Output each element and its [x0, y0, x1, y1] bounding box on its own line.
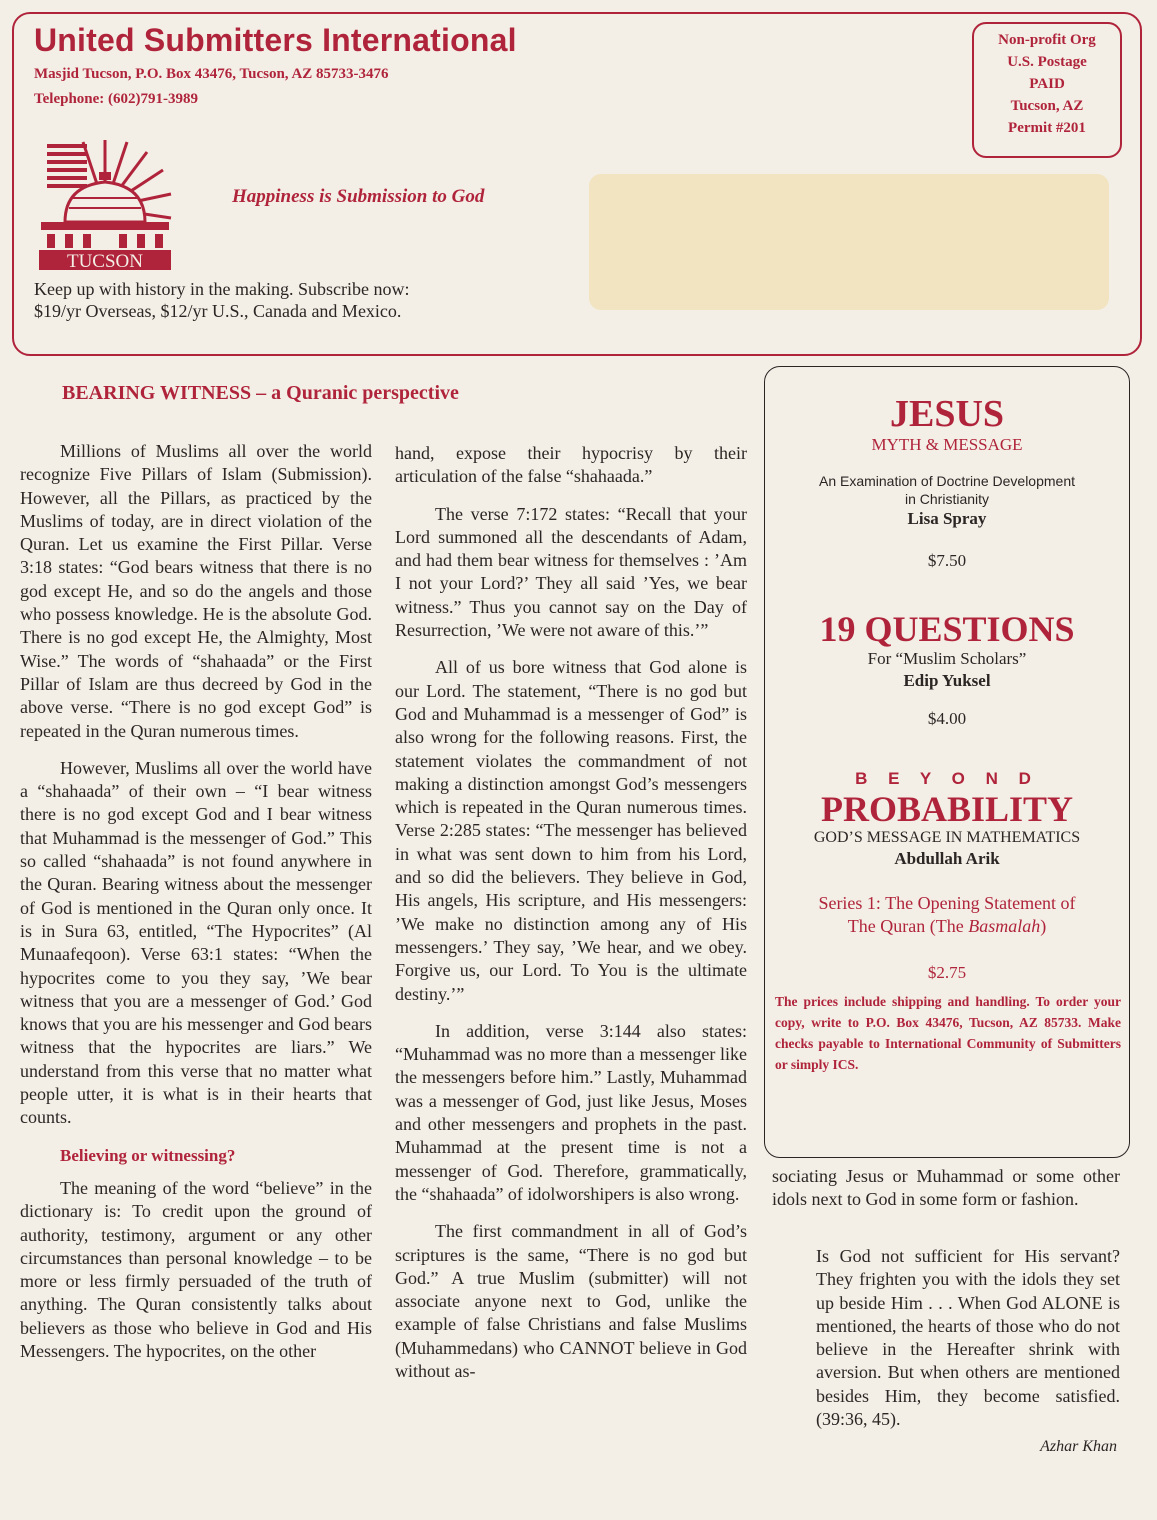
order-info: The prices include shipping and handling. To order your copy, write to P.O. Box 43476, Tucson, AZ 85733. Make checks payable to International Community of Submitters or simply ICS.: [775, 994, 1121, 1072]
subscribe-notice: [34, 278, 409, 322]
quran-quote: Is God not sufficient for His servant? They frighten you with the idols they set up beside Him . . . When God ALONE is mentioned, the hearts of those who do not believe in the Hereafter shrink with aversion. But when others are mentioned besides Him, they become satisfied. (39:36, 45).: [816, 1246, 1120, 1430]
book3-title: PROBABILITY: [820, 789, 1074, 829]
article-paragraph: In addition, verse 3:144 also states: “Muhammad was no more than a messenger like the messengers before him.” Lastly, Muhammad was a messenger of God, just like Jesus, Moses and other messengers and prophets in the past. Muhammad at the present time is not a messenger of God. Therefore, grammatically, the “shahaada” of idolworshipers is also wrong.: [395, 1020, 747, 1204]
tagline: Happiness is Submission to God: [232, 186, 485, 207]
masthead: [12, 12, 1142, 356]
article-paragraph: The first commandment in all of God’s scriptures is the same, “There is no god but God.” A true Muslim (submitter) will not associate anyone next to God, unlike the example of false Christians and false Muslims (Muhammedans) who CANNOT believe in God without as-: [395, 1221, 747, 1381]
subscribe-prices: $19/yr Overseas, $12/yr U.S., Canada and Mexico.: [34, 301, 402, 321]
article-paragraph: However, Muslims all over the world have a “shahaada” of their own – “I bear witness there is no god except God and I bear witness that Muhammad is the messenger of God.” This so called “shahaada” is not found anywhere in the Quran. Bearing witness about the messenger of God is mentioned in the Quran only once. It is in Sura 63, entitled, “The Hypocrites” (Al Munaafeqoon). Verse 63:1 states: “When the hypocrites come to you they say, ’We bear witness that you are a messenger of God.’ God knows that you are his messenger and God bears witness that the hypocrites are liars.” We understand from this verse that no matter what people utter, it is what is in their hearts that counts.: [20, 757, 372, 1128]
postage-line: Non-profit Org: [998, 32, 1096, 48]
book3-price: $2.75: [927, 963, 967, 982]
article-paragraph: All of us bore witness that God alone is our Lord. The statement, “There is no god but God and Muhammad is a messenger of God” is also wrong for the following reasons. First, the statement violates the commandment of not making a distinction amongst God’s messengers which is repeated in the Quran numerous times. Verse 2:285 states: “The messenger has believed in what was sent down to him from his Lord, and so did the believers. They believe in God, His angels, His scripture, and His messengers: ’We make no distinction among any of His messengers.’ They say, ’We hear, and we obey. Forgive us, our Lord. To You is the ultimate destiny.’”: [395, 657, 747, 1004]
org-address: Masjid Tucson, P.O. Box 43476, Tucson, AZ 85733-3476: [34, 66, 389, 82]
postage-line: Permit #201: [1008, 120, 1086, 136]
article-paragraph: hand, expose their hypocrisy by their articulation of the false “shahaada.”: [395, 443, 747, 487]
book3-subtitle: GOD’S MESSAGE IN MATHEMATICS: [813, 829, 1081, 846]
book-advertisement: [764, 366, 1130, 1158]
book2-price: $4.00: [927, 709, 967, 728]
mosque-logo-icon: [35, 138, 175, 270]
article-paragraph: Millions of Muslims all over the world recognize Five Pillars of Islam (Submission). However, all the Pillars, as practiced by the Muslims of today, are in direct violation of the Quran. Let us examine the First Pillar. Verse 3:18 states: “God bears witness that there is no god except He, and so do the angels and those who possess knowledge. He is the absolute God. There is no god except He, the Almighty, Most Wise.” The words of “shahaada” or the First Pillar of Islam are thus decreed by God in the above verse. “There is no god except God” is repeated in the Quran numerous times.: [20, 441, 372, 741]
article-column-2: [395, 442, 747, 1383]
postage-box: [972, 22, 1122, 158]
book2-subtitle: For “Muslim Scholars”: [867, 649, 1027, 668]
postage-line: PAID: [1029, 76, 1065, 92]
org-name: United Submitters International: [34, 22, 517, 58]
org-telephone: Telephone: (602)791-3989: [34, 91, 199, 107]
book3-author: Abdullah Arik: [894, 849, 1000, 868]
book1-subtitle: MYTH & MESSAGE: [871, 435, 1023, 454]
article-paragraph: The verse 7:172 states: “Recall that your Lord summoned all the descendants of Adam, and had them bear witness for themselves : ’Am I not your Lord?’ They all said ’Yes, we bear witness.” Thus you cannot say on the Day of Resurrection, ’We were not aware of this.’”: [395, 503, 747, 641]
logo-text: TUCSON: [66, 251, 144, 270]
article-column-3: sociating Jesus or Muhammad or some other idols next to God in some form or fashion.: [772, 1166, 1120, 1210]
book1-description: in Christianity: [904, 491, 990, 507]
book2-title: 19 QUESTIONS: [819, 609, 1075, 649]
book1-description: An Examination of Doctrine Development: [818, 473, 1076, 489]
book1-price: $7.50: [927, 551, 967, 570]
book2-author: Edip Yuksel: [903, 671, 991, 690]
article-author: Azhar Khan: [1040, 1438, 1117, 1455]
mailing-label-area: [589, 174, 1109, 310]
book3-series-title: The Quran (The Basmalah): [847, 916, 1047, 936]
book3-pre-title: B E Y O N D: [855, 769, 1039, 788]
book1-title: JESUS: [889, 393, 1005, 435]
postage-line: U.S. Postage: [1007, 54, 1087, 70]
article-paragraph: The meaning of the word “believe” in the dictionary is: To credit upon the ground of authority, testimony, argument or any other circumstances than personal knowledge – to be more or less firmly persuaded of the truth of anything. The Quran consistently talks about believers as those who believe in God and His Messengers. The hypocrites, on the other: [20, 1177, 372, 1361]
article-column-1: [20, 440, 372, 1363]
book1-author: Lisa Spray: [907, 509, 987, 528]
subscribe-line: Keep up with history in the making. Subscribe now:: [34, 279, 410, 299]
article-title: BEARING WITNESS – a Quranic perspective: [62, 382, 459, 404]
book3-series: Series 1: The Opening Statement of: [818, 893, 1076, 913]
postage-line: Tucson, AZ: [1010, 98, 1084, 114]
article-subheading: Believing or witnessing?: [60, 1145, 236, 1165]
